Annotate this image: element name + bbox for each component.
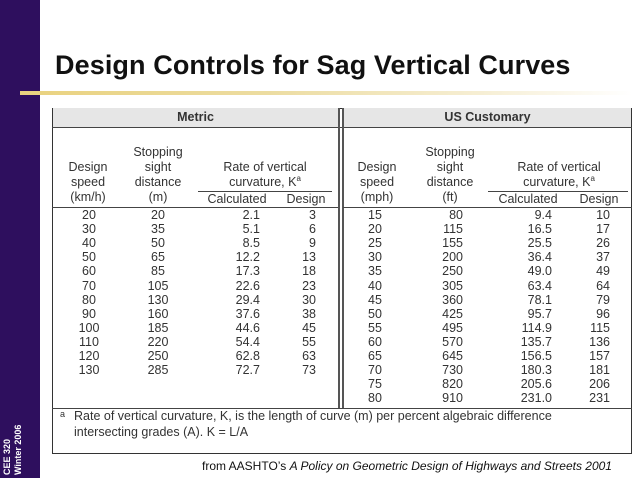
metric-speed-cell: 60: [82, 264, 96, 279]
us-col-ssd-l3: distance: [426, 175, 474, 189]
design-controls-table: [52, 108, 632, 454]
us-calc-cell: 95.7: [527, 306, 552, 321]
us-col-ssd-l1: Stopping: [425, 145, 475, 159]
metric-design-cell: 23: [302, 278, 316, 293]
us-design-cell: 37: [596, 250, 610, 265]
metric-col-speed-l3: (km/h): [70, 190, 106, 204]
metric-ssd-cell: 185: [147, 320, 169, 335]
metric-col-speed: [60, 160, 116, 205]
metric-calc-cell: 5.1: [242, 222, 260, 237]
us-speed-cell: 75: [368, 377, 382, 392]
us-ssd-cell: 425: [442, 306, 463, 321]
us-col-calc: Calculated: [498, 192, 558, 206]
section-divider-left: [338, 108, 340, 408]
us-design-cell: 26: [596, 236, 610, 251]
us-ssd-cell: 200: [442, 250, 463, 265]
metric-design-cell: 18: [302, 264, 316, 279]
metric-design-cell: 45: [302, 320, 316, 335]
us-calc-cell: 78.1: [527, 292, 552, 307]
sidebar-term: Winter 2006: [13, 424, 23, 475]
us-speed-cell: 50: [368, 306, 382, 321]
source-title: A Policy on Geometric Design of Highways and Streets 2001: [289, 459, 612, 473]
source-prefix: from AASHTO’s: [202, 459, 290, 473]
us-col-ssd-l4: (ft): [442, 190, 458, 204]
metric-col-ssd-l3: distance: [134, 175, 182, 189]
metric-col-rate: [200, 160, 330, 190]
metric-design-cell: 38: [302, 306, 316, 321]
metric-col-rate-text: curvature, K: [229, 175, 297, 189]
metric-col-rate-l2: [200, 175, 330, 190]
metric-speed-cell: 30: [82, 222, 96, 237]
us-calc-cell: 205.6: [520, 377, 552, 392]
us-ssd-cell: 570: [442, 334, 463, 349]
metric-col-speed-l1: Design: [68, 160, 108, 174]
metric-col-rate-l1: Rate of vertical: [223, 160, 307, 174]
us-design-cell: 49: [596, 264, 610, 279]
metric-design-cell: 55: [302, 334, 316, 349]
us-design-cell: 231: [589, 391, 610, 406]
us-speed-cell: 25: [368, 236, 382, 251]
metric-design-cell: 9: [309, 236, 316, 251]
us-ssd-cell: 360: [442, 292, 463, 307]
metric-ssd-cell: 50: [151, 236, 165, 251]
us-calc-cell: 231.0: [520, 391, 552, 406]
us-col-speed-l3: (mph): [360, 190, 394, 204]
metric-design-cell: 3: [309, 208, 316, 222]
metric-ssd-cell: 250: [147, 349, 169, 363]
metric-design-cell: 13: [302, 250, 316, 265]
us-col-rate-l1: Rate of vertical: [517, 160, 601, 174]
metric-col-rate-sup: a: [296, 173, 301, 183]
us-col-rate-text: curvature, K: [523, 175, 591, 189]
us-col-rate: [492, 160, 626, 190]
us-design-cell: 17: [596, 222, 610, 237]
metric-calc-cell: 22.6: [235, 278, 260, 293]
metric-speed-cell: 130: [78, 363, 100, 378]
footnote-text: [74, 408, 552, 440]
metric-design-cell: 6: [309, 222, 316, 237]
us-calc-cell: 9.4: [534, 208, 552, 222]
metric-speed-cell: 20: [82, 208, 96, 222]
metric-col-ssd-l2: sight: [144, 160, 172, 174]
us-design-cell: 79: [596, 292, 610, 307]
us-speed-cell: 15: [368, 208, 382, 222]
us-design-cell: 181: [589, 363, 610, 378]
us-speed-cell: 60: [368, 334, 382, 349]
metric-ssd-cell: 35: [151, 222, 165, 237]
sidebar-course: CEE 320: [2, 438, 12, 475]
us-col-ssd: [414, 145, 486, 205]
metric-calc-cell: 8.5: [242, 236, 260, 251]
metric-speed-cell: 80: [82, 292, 96, 307]
slide-title: Design Controls for Sag Vertical Curves: [55, 50, 571, 80]
metric-col-calc: Calculated: [207, 192, 267, 206]
metric-speed-cell: 110: [79, 334, 99, 349]
metric-speed-cell: 90: [82, 306, 96, 321]
us-col-ssd-l2: sight: [436, 160, 464, 174]
us-design-cell: 96: [596, 306, 610, 321]
metric-speed-cell: 50: [82, 250, 96, 265]
us-ssd-cell: 305: [442, 278, 463, 293]
us-design-cell: 157: [589, 349, 610, 363]
metric-design-cell: 30: [302, 292, 316, 307]
us-calc-cell: 180.3: [520, 363, 552, 378]
metric-speed-cell: 40: [82, 236, 96, 251]
sidebar-band: [0, 0, 40, 478]
us-ssd-cell: 730: [442, 363, 463, 378]
us-calc-cell: 16.5: [527, 222, 552, 237]
metric-ssd-cell: 130: [147, 292, 169, 307]
metric-calc-cell: 29.4: [235, 292, 260, 307]
metric-calc-cell: 12.2: [235, 250, 260, 265]
us-ssd-cell: 115: [443, 222, 463, 237]
metric-design-cell: 63: [302, 349, 316, 363]
metric-col-design: Design: [286, 192, 326, 206]
metric-design-cell: 73: [302, 363, 316, 378]
us-ssd-cell: 645: [442, 349, 463, 363]
footnote-line-2: intersecting grades (A). K = L/A: [74, 425, 249, 439]
metric-col-ssd-l4: (m): [148, 190, 168, 204]
metric-ssd-cell: 65: [151, 250, 165, 265]
sidebar-label: [2, 425, 24, 475]
us-heading: US Customary: [344, 108, 631, 127]
metric-ssd-cell: 160: [147, 306, 169, 321]
metric-col-ssd: [126, 145, 190, 205]
us-col-speed-l2: speed: [359, 175, 395, 189]
metric-calc-cell: 37.6: [235, 306, 260, 321]
footnote-mark: a: [60, 409, 66, 419]
us-speed-cell: 30: [368, 250, 382, 265]
us-design-cell: 206: [589, 377, 610, 392]
us-col-design: Design: [579, 192, 619, 206]
metric-speed-cell: 120: [78, 349, 100, 363]
metric-calc-cell: 72.7: [235, 363, 260, 378]
metric-ssd-cell: 20: [151, 208, 165, 222]
us-speed-cell: 45: [368, 292, 382, 307]
metric-speed-cell: 100: [78, 320, 100, 335]
us-speed-cell: 55: [368, 320, 382, 335]
us-design-cell: 64: [596, 278, 610, 293]
us-speed-cell: 65: [368, 349, 382, 363]
us-col-speed-l1: Design: [357, 160, 397, 174]
us-calc-cell: 49.0: [527, 264, 552, 279]
metric-ssd-cell: 85: [151, 264, 165, 279]
us-ssd-cell: 80: [449, 208, 463, 222]
us-design-cell: 115: [590, 320, 610, 335]
metric-heading: Metric: [53, 108, 338, 127]
metric-speed-cell: 70: [82, 278, 96, 293]
metric-ssd-cell: 220: [147, 334, 169, 349]
metric-col-speed-l2: speed: [70, 175, 106, 189]
metric-calc-cell: 44.6: [235, 320, 260, 335]
metric-ssd-cell: 285: [147, 363, 169, 378]
metric-calc-cell: 62.8: [235, 349, 260, 363]
us-speed-cell: 40: [368, 278, 382, 293]
us-calc-cell: 25.5: [527, 236, 552, 251]
footnote-line-1: Rate of vertical curvature, K, is the length of curve (m) per percent algebraic difference: [74, 409, 552, 423]
source-citation: [202, 459, 612, 473]
metric-col-ssd-l1: Stopping: [133, 145, 183, 159]
us-col-rate-sup: a: [590, 173, 595, 183]
us-col-speed: [350, 160, 404, 205]
us-ssd-cell: 250: [442, 264, 463, 279]
us-calc-cell: 63.4: [527, 278, 552, 293]
us-ssd-cell: 495: [442, 320, 463, 335]
metric-calc-cell: 17.3: [235, 264, 260, 279]
us-ssd-cell: 910: [442, 391, 463, 406]
us-calc-cell: 114.9: [521, 320, 552, 335]
us-ssd-cell: 820: [442, 377, 463, 392]
us-calc-cell: 36.4: [527, 250, 552, 265]
us-design-cell: 136: [589, 334, 610, 349]
us-design-cell: 10: [596, 208, 610, 222]
metric-calc-cell: 54.4: [235, 334, 260, 349]
section-divider-right: [342, 108, 344, 408]
metric-calc-cell: 2.1: [242, 208, 260, 222]
us-calc-cell: 135.7: [520, 334, 552, 349]
us-speed-cell: 80: [368, 391, 382, 406]
us-ssd-cell: 155: [442, 236, 463, 251]
us-speed-cell: 20: [368, 222, 382, 237]
title-underline: [20, 91, 632, 95]
us-calc-cell: 156.5: [520, 349, 552, 363]
metric-ssd-cell: 105: [147, 278, 169, 293]
us-col-rate-l2: [492, 175, 626, 190]
us-speed-cell: 70: [368, 363, 382, 378]
us-speed-cell: 35: [368, 264, 382, 279]
